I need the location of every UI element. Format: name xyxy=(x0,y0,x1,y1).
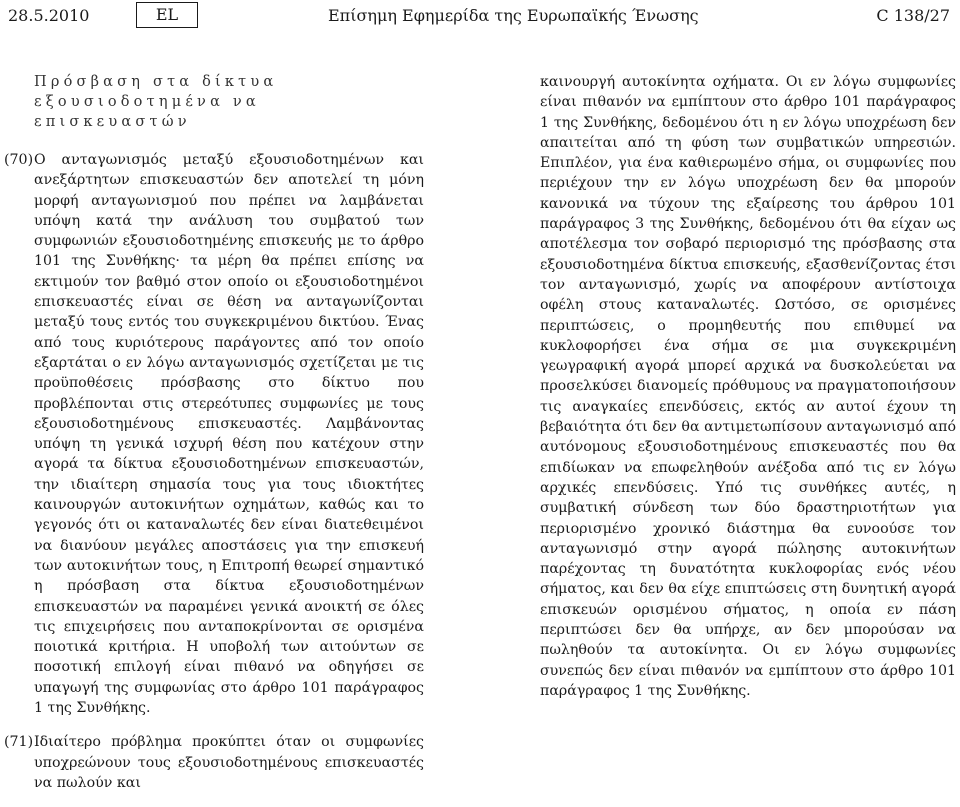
issue-number: C 138/27 xyxy=(876,6,950,25)
section-heading: Πρόσβαση στα δίκτυα εξουσιοδοτημένα να επισκευαστών xyxy=(34,74,278,130)
publication-date: 28.5.2010 xyxy=(8,6,90,25)
paragraph-number: (70) xyxy=(4,152,34,168)
paragraph-text: Ο ανταγωνισμός μεταξύ εξουσιοδοτημένων και ανεξάρτητων επισκευαστών δεν αποτελεί τη μόνη μορφή ανταγωνισμού που πρέπει να λαμβάνεται υπόψη κατά την ανάλυση του συμβατού των συμφωνιών εξουσιοδοτημένης επισκευής με το άρθρο 101 της Συνθήκης· τα μέρη θα πρέπει επίσης να εκτιμούν τον βαθμό στον οποίο οι εξουσιοδοτημένοι επισκευαστές είναι σε θέση να ανταγωνίζονται μεταξύ τους εντός του συγκεκριμένου δικτύου. Ένας από τους κυριότερους παράγοντες από τον οποίο εξαρτάται ο εν λόγω ανταγωνισμός σχετίζεται με τις προϋποθέσεις πρόσβασης στο δίκτυο που προβλέπονται στις στερεότυπες συμφωνίες με τους εξουσιοδοτημένους επισκευαστές. Λαμβάνοντας υπόψη τη γενικά ισχυρή θέση που κατέχουν στην αγορά τα δίκτυα εξουσιοδοτημένων επισκευαστών, την ιδιαίτερη σημασία τους για τους ιδιοκτήτες καινουργών αυτοκινήτων οχημάτων, καθώς και το γεγονός ότι οι καταναλωτές δεν είναι διατεθειμένοι να διανύουν μεγάλες αποστάσεις για την επισκευή των αυτοκινήτων τους, η Επιτροπή θεωρεί σημαντικό η πρόσβαση στα δίκτυα εξουσιοδοτημένων επισκευαστών να παραμένει γενικά ανοικτή σε όλες τις επιχειρήσεις που ανταποκρίνονται σε ορισμένα ποιοτικά κριτήρια. Η υποβολή των αιτούντων σε ποσοτική επιλογή είναι πιθανό να οδηγήσει σε υπαγωγή της συμφωνίας στο άρθρο 101 παράγραφος 1 της Συνθήκης. xyxy=(34,152,424,717)
paragraph-71-continuation: καινουργή αυτοκίνητα οχήματα. Οι εν λόγω συμφωνίες είναι πιθανόν να εμπίπτουν στο άρθρο 101 παράγραφος 1 της Συνθήκης, δεδομένου ότι η εν λόγω υποχρέωση δεν απαιτείται από τη φύση των συμβατικών υπηρεσιών. Επιπλέον, για ένα καθιερωμένο σήμα, οι συμφωνίες που περιέχουν την εν λόγω υποχρέωση δεν θα μπορούν κανονικά να τύχουν της εξαίρεσης του άρθρου 101 παράγραφος 3 της Συνθήκης, δεδομένου ότι θα είχαν ως αποτέλεσμα τον σοβαρό περιορισμό της πρόσβασης στα εξουσιοδοτημένα δίκτυα επισκευής, εξασθενίζοντας έτσι τον ανταγωνισμό, χωρίς να αποφέρουν αντίστοιχα οφέλη στους καταναλωτές. Ωστόσο, σε ορισμένες περιπτώσεις, ο προμηθευτής που επιθυμεί να κυκλοφορήσει ένα σήμα σε μια συγκεκριμένη γεωγραφική αγορά μπορεί αρχικά να δυσκολεύεται να προσελκύσει διανομείς πρόθυμους να πραγματοποιήσουν τις αναγκαίες επενδύσεις, εκτός αν αυτοί έχουν τη βεβαιότητα ότι δεν θα αντιμετωπίσουν ανταγωνισμό από αυτόνομους εξουσιοδοτημένους επισκευαστές που θα επιδίωκαν να επωφεληθούν ανέξοδα από τις εν λόγω αρχικές επενδύσεις. Υπό τις συνθήκες αυτές, η συμβατική σύνδεση των δύο δραστηριοτήτων για περιορισμένο χρονικό διάστημα θα ευνοούσε τον ανταγωνισμό στην αγορά πώλησης αυτοκινήτων παρέχοντας τη δυνατότητα κυκλοφορίας ενός νέου σήματος, και δεν θα είχε επιπτώσεις στη δυνητική αγορά επισκευών ορισμένου σήματος, η οποία εν πάση περιπτώσει δεν θα υπήρχε, αν δεν μπορούσαν να πωληθούν τα αυτοκίνητα. Οι εν λόγω συμφωνίες συνεπώς δεν είναι πιθανόν να εμπίπτουν στο άρθρο 101 παράγραφος 1 της Συνθήκης. xyxy=(540,74,956,699)
paragraph-70 xyxy=(4,150,424,718)
paragraph-number: (71) xyxy=(4,734,34,751)
paragraph-text: Ιδιαίτερο πρόβλημα προκύπτει όταν οι συμφωνίες υποχρεώνουν τους εξουσιοδοτημένους επισκευαστές να πωλούν και xyxy=(34,734,424,791)
left-column xyxy=(4,72,424,807)
language-badge: EL xyxy=(136,2,198,28)
right-column xyxy=(540,72,956,701)
paragraph-71 xyxy=(4,732,424,793)
page-header xyxy=(0,2,960,30)
journal-title: Επίσημη Εφημερίδα της Ευρωπαϊκής Ένωσης xyxy=(328,6,699,25)
